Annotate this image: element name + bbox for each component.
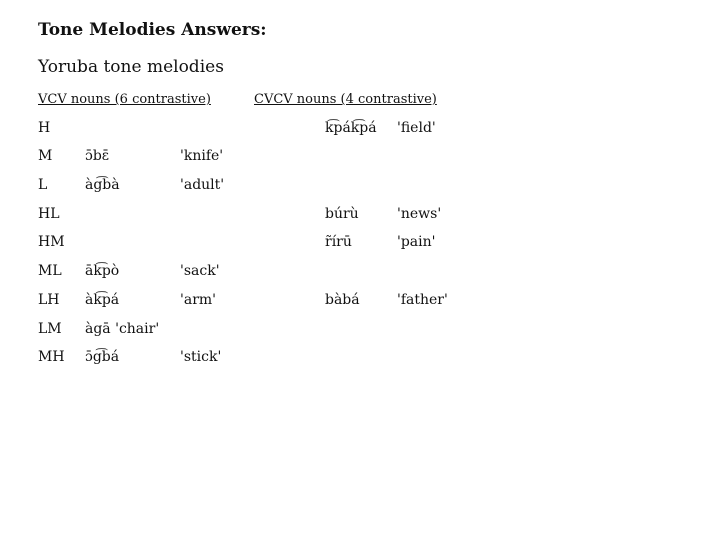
page-subtitle: Yoruba tone melodies <box>38 57 224 77</box>
tone-label: L <box>38 177 48 193</box>
vcv-gloss: 'adult' <box>180 177 225 193</box>
tone-label: MH <box>38 349 65 365</box>
cvcv-gloss: 'father' <box>397 292 448 308</box>
vcv-column-header: VCV nouns (6 contrastive) <box>38 92 211 107</box>
vcv-gloss: 'sack' <box>180 263 220 279</box>
tone-label: M <box>38 148 53 164</box>
vcv-word: àk͡pá <box>85 292 120 308</box>
tone-label: HL <box>38 206 60 222</box>
cvcv-gloss: 'pain' <box>397 234 436 250</box>
tone-label: LH <box>38 292 60 308</box>
cvcv-gloss: 'news' <box>397 206 442 222</box>
vcv-gloss: 'knife' <box>180 148 224 164</box>
vcv-word: ɔ̄bɛ̄ <box>85 148 110 164</box>
vcv-word: àgā 'chair' <box>85 321 160 337</box>
vcv-gloss: 'arm' <box>180 292 217 308</box>
page-title: Tone Melodies Answers: <box>38 20 267 40</box>
cvcv-word: r̃írū <box>325 234 352 250</box>
cvcv-column-header: CVCV nouns (4 contrastive) <box>254 92 437 107</box>
vcv-word: āk͡pò <box>85 263 120 279</box>
tone-label: H <box>38 120 51 136</box>
tone-label: HM <box>38 234 65 250</box>
tone-label: ML <box>38 263 62 279</box>
vcv-word: àg͡bà <box>85 177 120 193</box>
vcv-gloss: 'stick' <box>180 349 222 365</box>
vcv-word: ɔ̄g͡bá <box>85 349 120 365</box>
cvcv-word: k͡pák͡pá <box>325 120 377 136</box>
cvcv-word: bàbá <box>325 292 360 308</box>
cvcv-word: búrù <box>325 206 359 222</box>
tone-label: LM <box>38 321 62 337</box>
cvcv-gloss: 'field' <box>397 120 436 136</box>
